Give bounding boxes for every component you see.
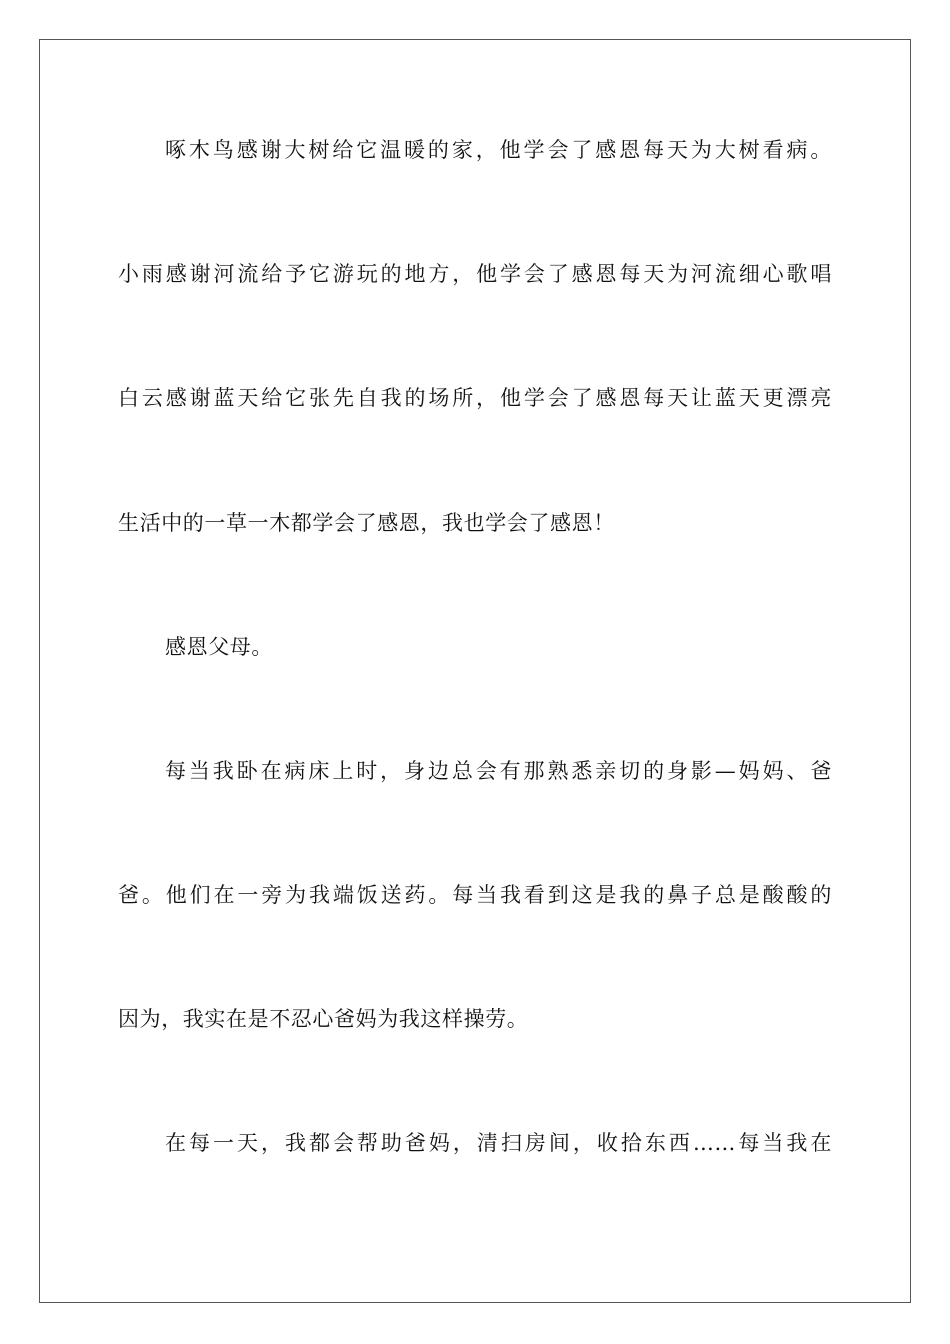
paragraph-line-7: 爸。他们在一旁为我端饭送药。每当我看到这是我的鼻子总是酸酸的	[118, 883, 832, 907]
paragraph-line-8: 因为，我实在是不忍心爸妈为我这样操劳。	[118, 1007, 529, 1031]
paragraph-line-2: 小雨感谢河流给予它游玩的地方，他学会了感恩每天为河流细心歌唱	[118, 262, 832, 286]
paragraph-line-1: 啄木鸟感谢大树给它温暖的家，他学会了感恩每天为大树看病。	[165, 138, 832, 162]
paragraph-line-4: 生活中的一草一木都学会了感恩，我也学会了感恩！	[118, 511, 615, 535]
paragraph-line-3: 白云感谢蓝天给它张先自我的场所，他学会了感恩每天让蓝天更漂亮	[118, 386, 832, 410]
page-border	[39, 39, 911, 1303]
paragraph-line-6: 每当我卧在病床上时，身边总会有那熟悉亲切的身影—妈妈、爸	[165, 759, 832, 783]
paragraph-line-9: 在每一天，我都会帮助爸妈，清扫房间，收拾东西……每当我在	[165, 1131, 832, 1155]
paragraph-line-5-heading: 感恩父母。	[165, 635, 273, 659]
